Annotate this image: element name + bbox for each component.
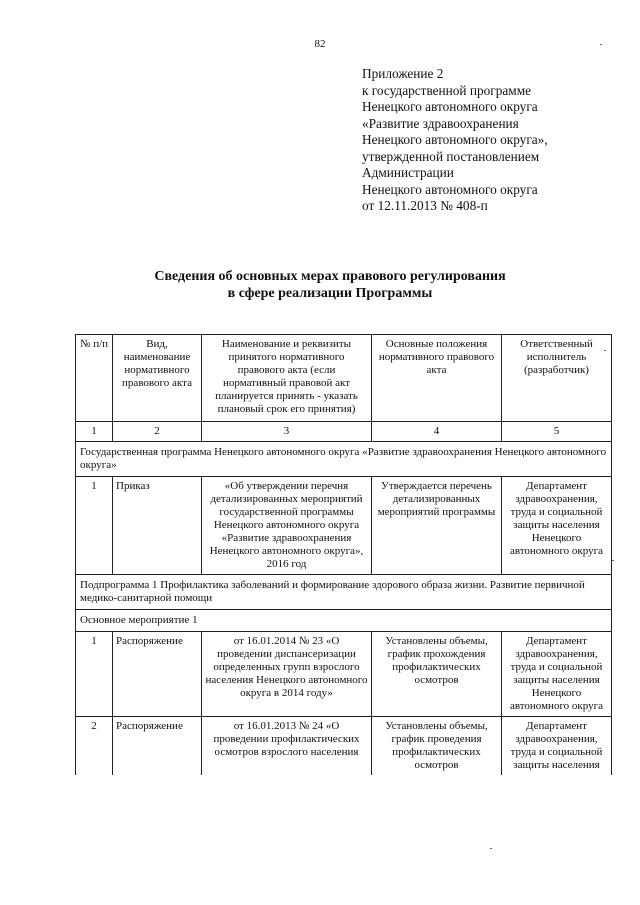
act-type: Распоряжение <box>113 632 202 717</box>
act-executor: Департамент здравоохранения, труда и социальной защиты населения Ненецкого автономного округа <box>502 632 612 717</box>
main-measure-title: Основное мероприятие 1 <box>76 610 612 632</box>
appendix-line: Ненецкого автономного округа <box>362 99 538 114</box>
act-executor: Департамент здравоохранения, труда и социальной защиты населения <box>502 717 612 776</box>
subprogram-title: Подпрограмма 1 Профилактика заболеваний и формирование здорового образа жизни. Развитие первичной медико-санитарной помощи <box>76 575 612 610</box>
header-cell-provisions: Основные положения нормативного правового акта <box>372 335 502 422</box>
row-number: 2 <box>76 717 113 776</box>
main-measure-row <box>76 610 612 632</box>
row-number: 1 <box>76 477 113 575</box>
row-number: 1 <box>76 632 113 717</box>
appendix-line: «Развитие здравоохранения <box>362 115 519 131</box>
act-name: от 16.01.2014 № 23 «О проведении диспансеризации определенных групп взрослого населения Ненецкого автономного округа в 2014 году» <box>202 632 372 717</box>
table-row <box>76 717 612 776</box>
header-cell-type: Вид, наименование нормативного правового акта <box>113 335 202 422</box>
act-executor: Департамент здравоохранения, труда и социальной защиты населения Ненецкого автономного округа <box>502 477 612 575</box>
column-numbers-row <box>76 422 612 442</box>
table-row <box>76 632 612 717</box>
header-cell-number: № п/п <box>76 335 113 422</box>
act-name: от 16.01.2013 № 24 «О проведении профилактических осмотров взрослого населения <box>202 717 372 776</box>
column-number: 4 <box>372 422 502 442</box>
appendix-line: Приложение 2 <box>362 66 444 81</box>
column-number: 3 <box>202 422 372 442</box>
appendix-line: Ненецкого автономного округа», <box>362 132 548 147</box>
scan-speck <box>604 350 606 351</box>
column-number: 1 <box>76 422 113 442</box>
header-cell-name: Наименование и реквизиты принятого нормативного правового акта (если нормативный правовой акт планируется принять - указать плановый срок его принятия) <box>202 335 372 422</box>
act-type: Распоряжение <box>113 717 202 776</box>
subprogram-title-row <box>76 575 612 610</box>
appendix-block <box>362 66 632 215</box>
column-number: 5 <box>502 422 612 442</box>
header-cell-executor: Ответственный исполнитель (разработчик) <box>502 335 612 422</box>
act-provisions: Установлены объемы, график прохождения профилактических осмотров <box>372 632 502 717</box>
act-provisions: Утверждается перечень детализированных мероприятий программы <box>372 477 502 575</box>
document-heading <box>80 268 580 302</box>
act-provisions: Установлены объемы, график проведения профилактических осмотров <box>372 717 502 776</box>
act-type: Приказ <box>113 477 202 575</box>
heading-line-1: Сведения об основных мерах правового регулирования <box>154 269 506 284</box>
regulation-table <box>75 334 612 775</box>
program-title: Государственная программа Ненецкого автономного округа «Развитие здравоохранения Ненецкого автономного округа» <box>76 442 612 477</box>
scan-speck <box>600 44 602 45</box>
program-title-row <box>76 442 612 477</box>
heading-line-2: в сфере реализации Программы <box>227 286 433 301</box>
appendix-line: от 12.11.2013 № 408-п <box>362 198 488 213</box>
appendix-line: утвержденной постановлением <box>362 148 540 164</box>
scan-speck <box>612 560 614 561</box>
appendix-line: к государственной программе <box>362 82 532 98</box>
appendix-line: Ненецкого автономного округа <box>362 181 538 197</box>
table-row <box>76 477 612 575</box>
column-number: 2 <box>113 422 202 442</box>
act-name: «Об утверждении перечня детализированных мероприятий государственной программы Ненецкого автономного округа «Развитие здравоохранения Ненецкого автономного округа», 2016 год <box>202 477 372 575</box>
table-header-row <box>76 335 612 422</box>
page-number: 82 <box>314 38 326 50</box>
scan-speck <box>490 848 492 849</box>
appendix-line: Администрации <box>362 165 454 180</box>
